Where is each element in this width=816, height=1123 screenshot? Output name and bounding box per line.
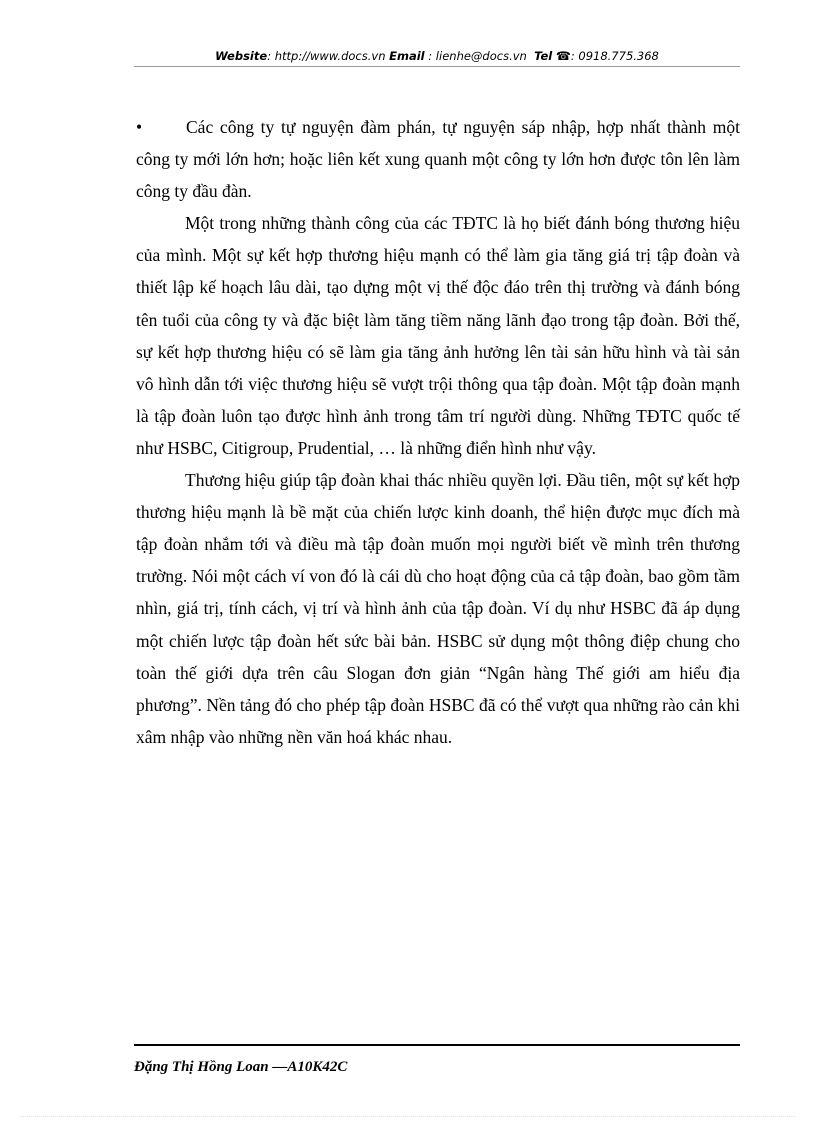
website-label: Website [215,49,268,63]
page-footer-author: Đặng Thị Hồng Loan —A10K42C [134,1059,348,1075]
footer-divider [134,1044,740,1046]
bullet-text: Các công ty tự nguyện đàm phán, tự nguyện sáp nhập, hợp nhất thành một công ty mới lớn hơn; hoặc liên kết xung quanh một công ty lớn hơn được tôn lên làm công ty đầu đàn. [136,117,740,202]
bullet-icon: • [136,117,143,137]
page-header [134,47,740,67]
phone-icon: ☎ [555,49,571,63]
email-label: Email [389,49,425,63]
paragraph: Một trong những thành công của các TĐTC là họ biết đánh bóng thương hiệu của mình. Một sự kết hợp thương hiệu mạnh có thể làm gia tăng giá trị tập đoàn và thiết lập kế hoạch lâu dài, tạo dựng một vị thế độc đáo trên thị trường và đánh bóng tên tuổi của công ty và đặc biệt làm tăng tiềm năng lãnh đạo trong tập đoàn. Bởi thế, sự kết hợp thương hiệu có sẽ làm gia tăng ảnh hưởng lên tài sản hữu hình và tài sản vô hình dẫn tới việc thương hiệu sẽ vượt trội thông qua tập đoàn. Một tập đoàn mạnh là tập đoàn luôn tạo được hình ảnh trong tâm trí người dùng. Những TĐTC quốc tế như HSBC, Citigroup, Prudential, … là những điển hình như vậy. [136,213,740,458]
page-bottom-border [20,1116,796,1117]
email-address: : lienhe@docs.vn [424,49,531,63]
header-divider [134,66,740,67]
bullet-list-item [136,111,740,207]
tel-label: Tel [534,49,553,63]
website-url: : http://www.docs.vn [267,49,390,63]
tel-number: : 0918.775.368 [570,49,659,63]
paragraph: Thương hiệu giúp tập đoàn khai thác nhiều quyền lợi. Đầu tiên, một sự kết hợp thương hiệu mạnh là bề mặt của chiến lược kinh doanh, thể hiện được mục đích mà tập đoàn nhắm tới và điều mà tập đoàn muốn mọi người biết về mình trên thương trường. Nói một cách ví von đó là cái dù cho hoạt động của cả tập đoàn, bao gồm tầm nhìn, giá trị, tính cách, vị trí và hình ảnh của tập đoàn. Ví dụ như HSBC đã áp dụng một chiến lược tập đoàn hết sức bài bản. HSBC sử dụng một thông điệp chung cho toàn thế giới dựa trên câu Slogan đơn giản “Ngân hàng Thế giới am hiểu địa phương”. Nền tảng đó cho phép tập đoàn HSBC đã có thể vượt qua những rào cản khi xâm nhập vào những nền văn hoá khác nhau. [136,470,740,747]
document-body [136,111,740,753]
